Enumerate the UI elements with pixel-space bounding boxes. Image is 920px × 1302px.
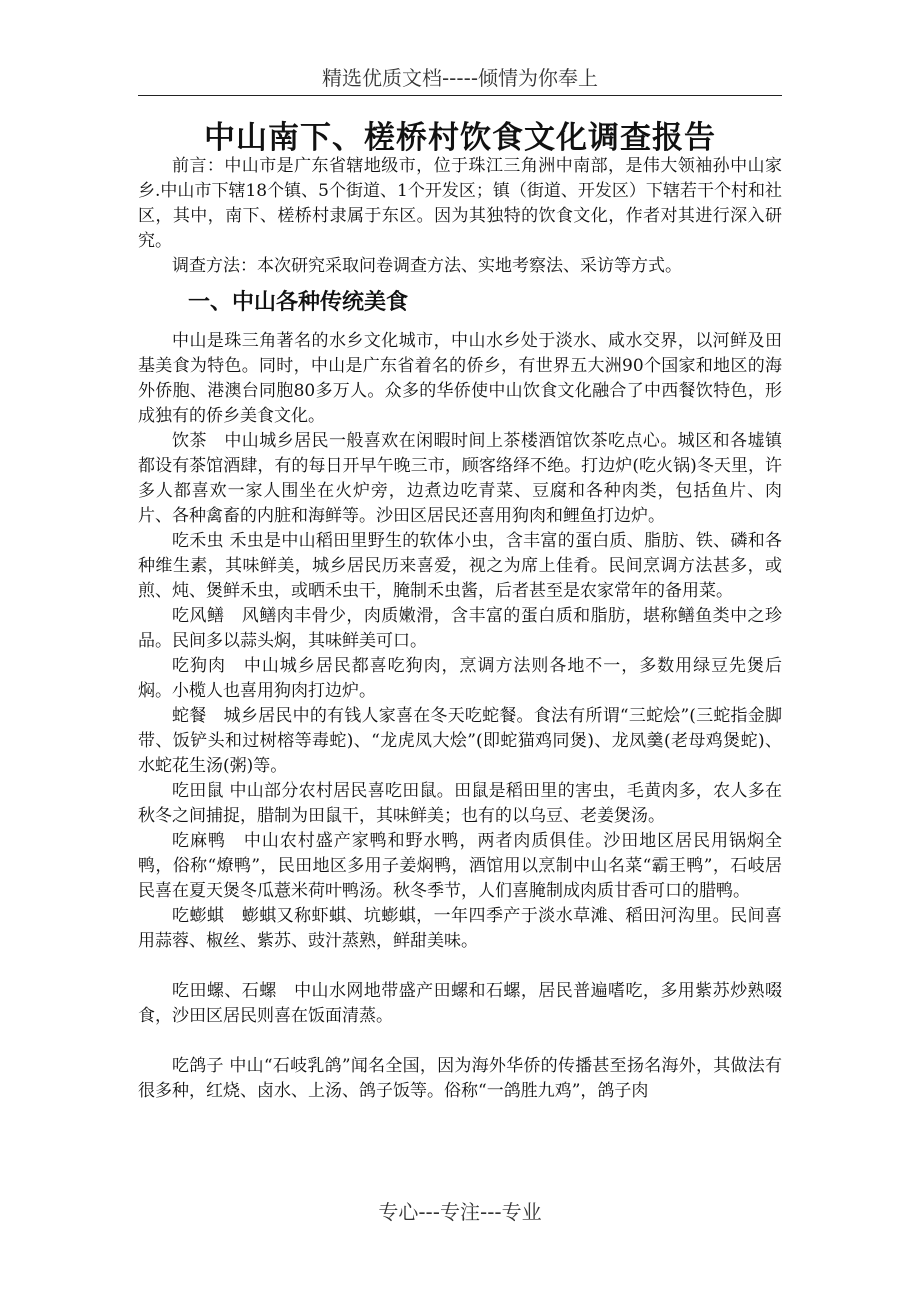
document-title: 中山南下、槎桥村饮食文化调查报告 xyxy=(204,120,716,156)
paragraph-dog-meat: 吃狗肉 中山城乡居民都喜吃狗肉，烹调方法则各地不一，多数用绿豆先煲后焖。小榄人也喜用狗肉打边炉。 xyxy=(138,656,782,701)
page-footer: 专心---专注---专业 xyxy=(378,1200,542,1224)
header-divider xyxy=(138,95,782,96)
paragraph-feng-shan: 吃风鳝 风鳝肉丰骨少，肉质嫩滑，含丰富的蛋白质和脂肪，堪称鳝鱼类中之珍品。民间多以蒜头焖，其味鲜美可口。 xyxy=(138,606,782,651)
paragraph-snails: 吃田螺、石螺 中山水网地带盛产田螺和石螺，居民普遍嗜吃，多用紫苏炒熟啜食，沙田区居民则喜在饭面清蒸。 xyxy=(138,981,782,1026)
paragraph-yum-cha: 饮茶 中山城乡居民一般喜欢在闲暇时间上茶楼酒馆饮茶吃点心。城区和各墟镇都设有茶馆酒肆，有的每日开早午晚三市，顾客络绎不绝。打边炉(吃火锅)冬天里，许多人都喜欢一家人围坐在火炉旁，边煮边吃青菜、豆腐和各种肉类，包括鱼片、肉片、各种禽畜的内脏和海鲜等。沙田区居民还喜用狗肉和鲤鱼打边炉。 xyxy=(138,431,782,526)
document-body xyxy=(138,154,782,1104)
paragraph-snake-meal: 蛇餐 城乡居民中的有钱人家喜在冬天吃蛇餐。食法有所谓“三蛇烩”(三蛇指金脚带、饭铲头和过树榕等毒蛇)、“龙虎凤大烩”(即蛇猫鸡同煲)、龙凤羹(老母鸡煲蛇)、水蛇花生汤(粥)等。 xyxy=(138,706,782,776)
intro-method: 调查方法：本次研究采取问卷调查方法、实地考察法、采访等方式。 xyxy=(172,256,682,276)
paragraph-overview: 中山是珠三角著名的水乡文化城市，中山水乡处于淡水、咸水交界，以河鲜及田基美食为特色。同时，中山是广东省着名的侨乡，有世界五大洲90个国家和地区的海外侨胞、港澳台同胞80多万人。众多的华侨使中山饮食文化融合了中西餐饮特色，形成独有的侨乡美食文化。 xyxy=(138,331,782,426)
paragraph-pigeon: 吃鸽子 中山“石岐乳鸽”闻名全国，因为海外华侨的传播甚至扬名海外，其做法有很多种，红烧、卤水、上汤、鸽子饭等。俗称“一鸽胜九鸡”，鸽子肉 xyxy=(138,1056,782,1101)
intro-preface: 前言：中山市是广东省辖地级市，位于珠江三角洲中南部，是伟大领袖孙中山家乡.中山市下辖18个镇、5个街道、1个开发区；镇（街道、开发区）下辖若干个村和社区，其中，南下、槎桥村隶属于东区。因为其独特的饮食文化，作者对其进行深入研究。 xyxy=(138,156,782,251)
paragraph-duck: 吃麻鸭 中山农村盛产家鸭和野水鸭，两者肉质俱佳。沙田地区居民用锅焖全鸭，俗称“燎鸭”，民田地区多用子姜焖鸭，酒馆用以烹制中山名菜“霸王鸭”，石岐居民喜在夏天煲冬瓜薏米荷叶鸭汤。秋冬季节，人们喜腌制成肉质甘香可口的腊鸭。 xyxy=(138,831,782,901)
page-header: 精选优质文档-----倾情为你奉上 xyxy=(321,66,599,90)
paragraph-crab: 吃蟛蜞 蟛蜞又称虾蜞、坑蟛蜞，一年四季产于淡水草滩、稻田河沟里。民间喜用蒜蓉、椒丝、紫苏、豉汁蒸熟，鲜甜美味。 xyxy=(138,906,782,951)
paragraph-he-chong: 吃禾虫 禾虫是中山稻田里野生的软体小虫，含丰富的蛋白质、脂肪、铁、磷和各种维生素，其味鲜美，城乡居民历来喜爱，视之为席上佳肴。民间烹调方法甚多，或煎、炖、煲鲜禾虫，或晒禾虫干，腌制禾虫酱，后者甚至是农家常年的备用菜。 xyxy=(138,531,782,601)
paragraph-field-mouse: 吃田鼠 中山部分农村居民喜吃田鼠。田鼠是稻田里的害虫，毛黄肉多，农人多在秋冬之间捕捉，腊制为田鼠干，其味鲜美；也有的以乌豆、老姜煲汤。 xyxy=(138,781,782,826)
section-heading: 一、中山各种传统美食 xyxy=(188,290,409,315)
